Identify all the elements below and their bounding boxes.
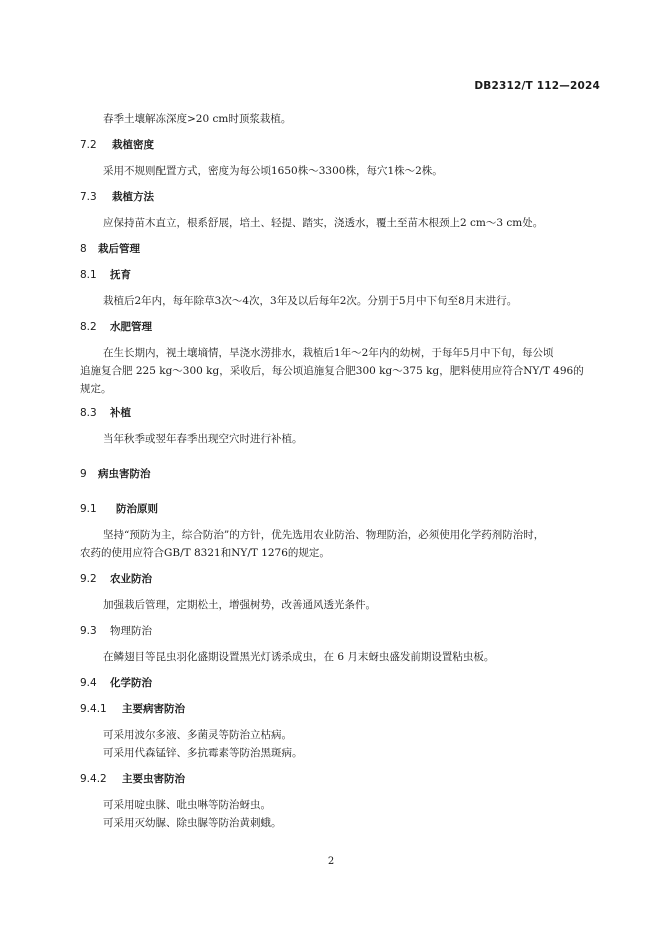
paragraph-8-1: 栽植后2年内，每年除草3次～4次，3年及以后每年2次。分别于5月中下旬至8月末进行。 [103, 295, 518, 307]
heading-number: 8.3 [80, 407, 97, 419]
heading-number: 9.4.2 [80, 773, 107, 785]
page-number: 2 [327, 856, 335, 867]
heading-number: 9.1 [80, 503, 97, 515]
paragraph-8-3: 当年秋季或翌年春季出现空穴时进行补植。 [103, 433, 303, 445]
paragraph-9-4-1-line2: 可采用代森锰锌、多抗霉素等防治黑斑病。 [103, 747, 303, 759]
heading-9-3 [80, 624, 152, 638]
heading-number: 9.3 [80, 625, 97, 637]
heading-8-2 [80, 320, 152, 334]
paragraph-9-2: 加强栽后管理，定期松土，增强树势，改善通风透光条件。 [103, 599, 376, 611]
heading-title: 抚育 [110, 269, 131, 281]
heading-number: 9 [80, 468, 87, 480]
document-code: DB2312/T 112—2024 [474, 80, 600, 92]
heading-8-3 [80, 406, 131, 420]
heading-title: 栽植方法 [112, 191, 154, 203]
paragraph-9-3: 在鳞翅目等昆虫羽化盛期设置黑光灯诱杀成虫，在 6 月末蚜虫盛发前期设置粘虫板。 [103, 651, 495, 663]
heading-9-4-2 [80, 772, 185, 786]
heading-title: 栽后管理 [98, 243, 140, 255]
heading-number: 8.1 [80, 269, 97, 281]
paragraph-9-4-2-line1: 可采用啶虫脒、吡虫啉等防治蚜虫。 [103, 799, 271, 811]
heading-8 [80, 242, 140, 256]
heading-title: 水肥管理 [110, 321, 152, 333]
heading-title: 补植 [110, 407, 131, 419]
paragraph-9-1-line2: 农药的使用应符合GB/T 8321和NY/T 1276的规定。 [80, 547, 330, 559]
heading-number: 7.3 [80, 191, 97, 203]
heading-title: 病虫害防治 [98, 468, 151, 480]
heading-number: 8 [80, 243, 87, 255]
heading-number: 9.4 [80, 677, 97, 689]
paragraph-8-2-line1: 在生长期内，视土壤墒情，旱浇水涝排水，栽植后1年～2年内的幼树，于每年5月中下旬，每公顷 [103, 347, 554, 359]
heading-8-1 [80, 268, 131, 282]
heading-title: 栽植密度 [112, 139, 154, 151]
heading-9-4 [80, 676, 152, 690]
heading-7-3 [80, 190, 154, 204]
heading-title: 防治原则 [116, 503, 158, 515]
heading-title: 主要虫害防治 [122, 773, 185, 785]
paragraph-7-1-continued: 春季土壤解冻深度>20 cm时顶浆栽植。 [103, 113, 292, 125]
heading-title: 主要病害防治 [122, 703, 185, 715]
heading-number: 7.2 [80, 139, 97, 151]
paragraph-8-2-line3: 规定。 [80, 383, 112, 395]
heading-9-1 [80, 502, 158, 516]
heading-title: 化学防治 [110, 677, 152, 689]
paragraph-9-4-1-line1: 可采用波尔多液、多菌灵等防治立枯病。 [103, 729, 292, 741]
paragraph-7-3: 应保持苗木直立，根系舒展，培土、轻提、踏实，浇透水，覆土至苗木根颈上2 cm～3 cm处。 [103, 217, 544, 229]
heading-9-4-1 [80, 702, 185, 716]
paragraph-9-4-2-line2: 可采用灭幼脲、除虫脲等防治黄刺蛾。 [103, 817, 282, 829]
heading-number: 8.2 [80, 321, 97, 333]
paragraph-7-2: 采用不规则配置方式，密度为每公顷1650株～3300株，每穴1株～2株。 [103, 165, 443, 177]
heading-7-2 [80, 138, 154, 152]
heading-9-2 [80, 572, 152, 586]
heading-title: 农业防治 [110, 573, 152, 585]
heading-title: 物理防治 [110, 625, 152, 637]
paragraph-8-2-line2: 追施复合肥 225 kg～300 kg，采收后，每公顷追施复合肥300 kg～375 kg，肥料使用应符合NY/T 496的 [80, 365, 584, 377]
heading-number: 9.4.1 [80, 703, 107, 715]
heading-9 [80, 467, 151, 481]
paragraph-9-1-line1: 坚持“预防为主，综合防治”的方针，优先选用农业防治、物理防治，必须使用化学药剂防治时， [103, 529, 545, 541]
heading-number: 9.2 [80, 573, 97, 585]
